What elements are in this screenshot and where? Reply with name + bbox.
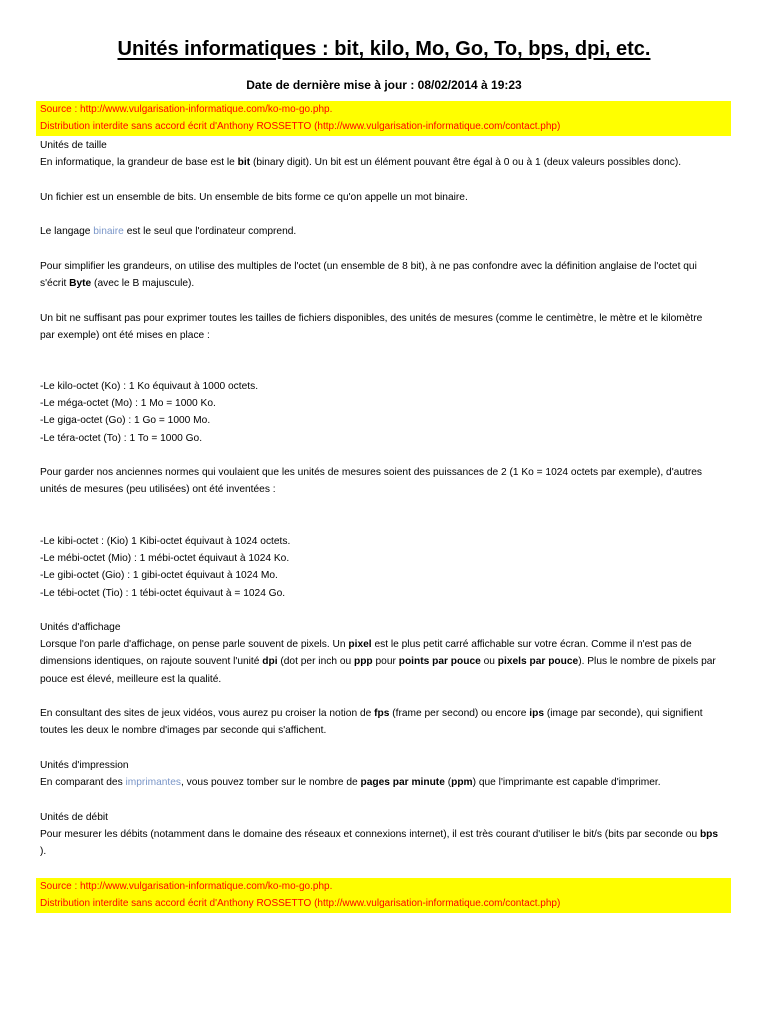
distribution-line: Distribution interdite sans accord écrit d'Anthony ROSSETTO (http://www.vulgarisation-informatique.com/contact.php)	[40, 121, 561, 132]
list-item: -Le kibi-octet : (Kio) 1 Kibi-octet équivaut à 1024 octets.	[40, 536, 291, 547]
link-imprimantes[interactable]: imprimantes	[125, 777, 181, 789]
list-item: -Le méga-octet (Mo) : 1 Mo = 1000 Ko.	[40, 398, 216, 410]
section-heading-affichage: Unités d'affichage	[40, 622, 121, 633]
source-line: Source : http://www.vulgarisation-informatique.com/ko-mo-go.php.	[40, 881, 333, 892]
section-affichage: Unités d'affichage Lorsque l'on parle d'affichage, on pense parle souvent de pixels. Un pixel est le plus petit carré affichable sur votre écran. Comme il n'est pas de dimensions identiques, on rajoute souvent l'unité dpi (dot per inch ou ppp pour points par pouce ou pixels par pouce). Plus le nombre de pixels par pouce est élevé, meilleure est la qualité.	[40, 619, 730, 688]
list-item: -Le téra-octet (To) : 1 To = 1000 Go.	[40, 432, 203, 444]
paragraph-fichier: Un fichier est un ensemble de bits. Un ensemble de bits forme ce qu'on appelle un mot binaire.	[40, 192, 468, 203]
list-item: -Le tébi-octet (Tio) : 1 tébi-octet équivaut à = 1024 Go.	[40, 587, 286, 599]
paragraph-unites-mesure: Un bit ne suffisant pas pour exprimer toutes les tailles de fichiers disponibles, des unités de mesures (comme le centimètre, le mètre et le kilomètre par exemple) ont été mises en place :	[40, 313, 703, 342]
source-notice-bottom	[36, 878, 731, 913]
paragraph-langage: Le langage binaire est le seul que l'ordinateur comprend.	[40, 226, 297, 237]
distribution-line: Distribution interdite sans accord écrit d'Anthony ROSSETTO (http://www.vulgarisation-informatique.com/contact.php)	[40, 898, 561, 909]
list-item: -Le gibi-octet (Gio) : 1 gibi-octet équivaut à 1024 Mo.	[40, 570, 278, 582]
list-decimal-units	[40, 378, 730, 447]
list-item: -Le giga-octet (Go) : 1 Go = 1000 Mo.	[40, 415, 211, 427]
link-binaire[interactable]: binaire	[93, 226, 124, 237]
section-debit: Unités de débit Pour mesurer les débits (notamment dans le domaine des réseaux et connexions internet), il est très courant d'utiliser le bit/s (bits par seconde ou bps ).	[40, 809, 730, 861]
section-impression: Unités d'impression En comparant des imprimantes, vous pouvez tomber sur le nombre de pages par minute (ppm) que l'imprimante est capable d'imprimer.	[40, 757, 730, 791]
section-heading-impression: Unités d'impression	[40, 760, 129, 771]
paragraph-puissances: Pour garder nos anciennes normes qui voulaient que les unités de mesures soient des puissances de 2 (1 Ko = 1024 octets par exemple), d'autres unités de mesures (peu utilisées) ont été inventées :	[40, 467, 702, 496]
list-binary-units	[40, 533, 730, 602]
paragraph-octet: Pour simplifier les grandeurs, on utilise des multiples de l'octet (un ensemble de 8 bit), à ne pas confondre avec la définition anglaise de l'octet qui s'écrit Byte (avec le B majuscule).	[40, 261, 697, 290]
section-taille	[40, 137, 730, 171]
source-notice-top	[36, 101, 731, 136]
section-heading-taille: Unités de taille	[40, 140, 107, 151]
update-date: Date de dernière mise à jour : 08/02/2014 à 19:23	[246, 78, 522, 92]
paragraph-fps: En consultant des sites de jeux vidéos, vous aurez pu croiser la notion de fps (frame per second) ou encore ips (image par seconde), qui signifient toutes les deux le nombre d'images par seconde qui s'affichent.	[40, 708, 703, 737]
paragraph-line: En informatique, la grandeur de base est le bit (binary digit). Un bit est un élément pouvant être égal à 0 ou à 1 (deux valeurs possibles donc).	[40, 157, 682, 169]
source-line: Source : http://www.vulgarisation-informatique.com/ko-mo-go.php.	[40, 104, 333, 115]
page-title: Unités informatiques : bit, kilo, Mo, Go, To, bps, dpi, etc.	[117, 38, 651, 60]
section-heading-debit: Unités de débit	[40, 812, 108, 823]
list-item: -Le kilo-octet (Ko) : 1 Ko équivaut à 1000 octets.	[40, 381, 259, 392]
list-item: -Le mébi-octet (Mio) : 1 mébi-octet équivaut à 1024 Ko.	[40, 553, 290, 565]
